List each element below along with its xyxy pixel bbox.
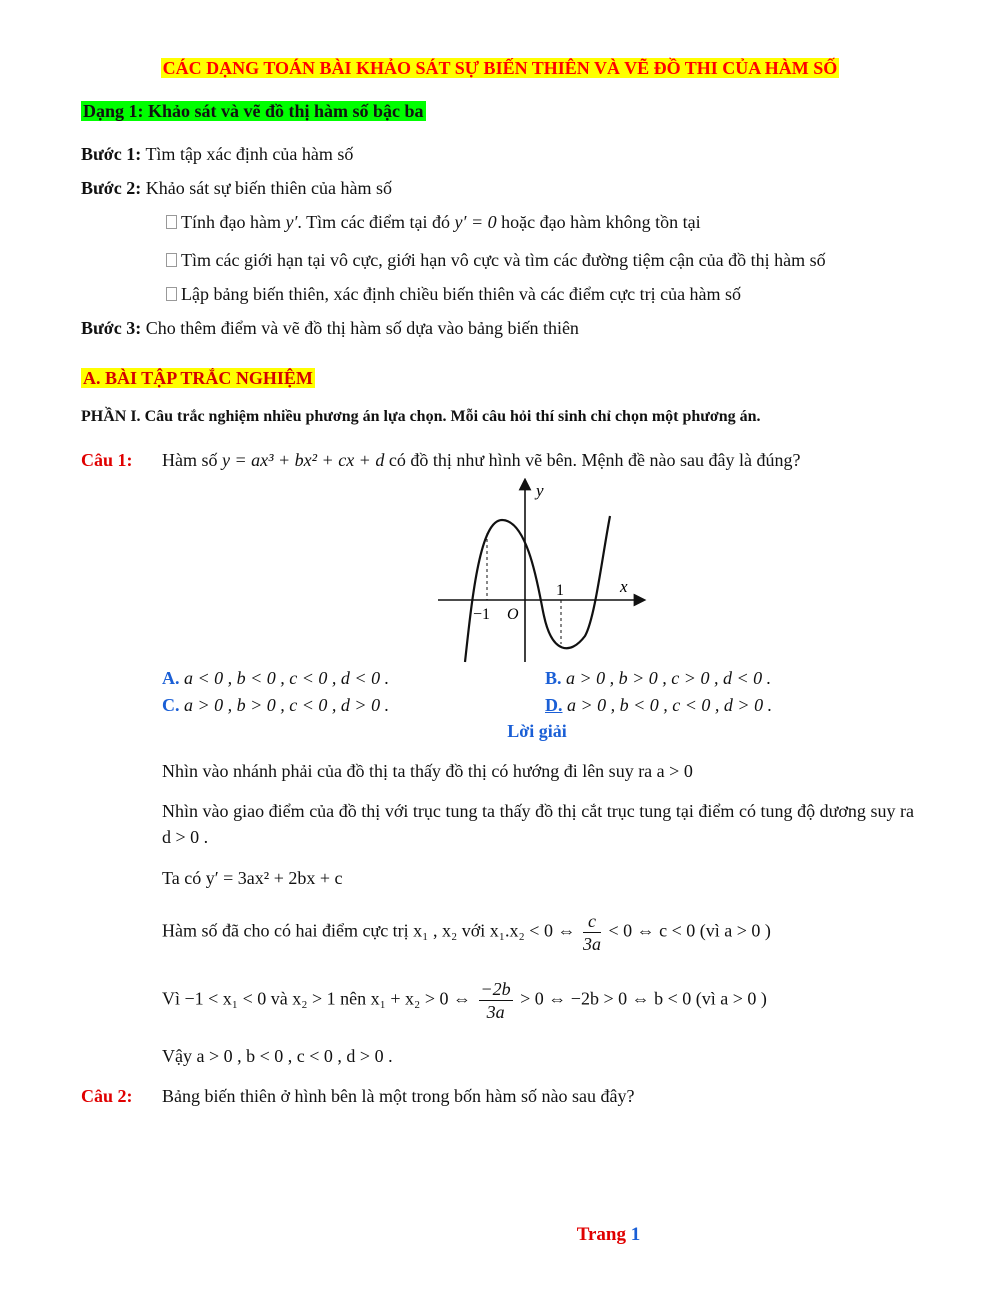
- solution-line-3: Ta có y′ = 3ax² + 2bx + c: [162, 868, 343, 888]
- option-c[interactable]: C. a > 0 , b > 0 , c < 0 , d > 0 .: [162, 695, 390, 715]
- section-a-heading: A. BÀI TẬP TRẮC NGHIỆM: [83, 368, 313, 388]
- tick-label-1: 1: [556, 582, 564, 599]
- bullet-box-icon: [166, 215, 177, 229]
- x-axis-label: x: [620, 577, 628, 596]
- page-footer: Trang 1: [576, 1224, 641, 1245]
- step-3: Bước 3: Cho thêm điểm và vẽ đồ thị hàm số dựa vào bảng biến thiên: [81, 318, 579, 338]
- step-2: Bước 2: Khảo sát sự biến thiên của hàm số: [81, 178, 392, 198]
- solution-line-6: Vậy a > 0 , b < 0 , c < 0 , d > 0 .: [162, 1046, 393, 1066]
- option-d[interactable]: D. a > 0 , b < 0 , c < 0 , d > 0 .: [545, 695, 773, 715]
- part-1-instruction: PHẦN I. Câu trắc nghiệm nhiều phương án lựa chọn. Mỗi câu hỏi thí sinh chỉ chọn một phương án.: [81, 408, 761, 425]
- bullet-1: Tính đạo hàm y′. Tìm các điểm tại đó y′ = 0 hoặc đạo hàm không tồn tại: [166, 212, 701, 233]
- solution-line-5: Vì −1 < x₁ < 0 và x₂ > 1 nên x₁ + x₂ > 0 ⇔ $\frac{-2b}{3a}$ > 0 ⇔ −2b > 0 ⇔ b < 0 (vì a > 0 ): [162, 979, 767, 1022]
- bullet-box-icon: [166, 287, 177, 301]
- tick-label-neg1: −1: [473, 606, 491, 623]
- dang1-heading: Dạng 1: Khảo sát và vẽ đồ thị hàm số bậc ba: [83, 101, 424, 121]
- origin-label: O: [507, 606, 519, 623]
- question-2: Câu 2:: [81, 1086, 133, 1106]
- solution-line-1: Nhìn vào nhánh phải của đồ thị ta thấy đồ thị có hướng đi lên suy ra a > 0: [162, 761, 693, 781]
- question-1: Câu 1:: [81, 450, 133, 470]
- solution-line-2: Nhìn vào giao điểm của đồ thị với trục tung ta thấy đồ thị cắt trục tung tại điểm có tung độ dương suy ra d > 0 .: [162, 801, 914, 847]
- bullet-box-icon: [166, 253, 177, 267]
- fraction-neg2b-over-3a: $\frac{-2b}{3a}$: [480, 979, 511, 1022]
- bullet-3: Lập bảng biến thiên, xác định chiều biến thiên và các điểm cực trị của hàm số: [166, 284, 741, 305]
- question-2-text: Bảng biến thiên ở hình bên là một trong bốn hàm số nào sau đây?: [162, 1086, 635, 1106]
- y-axis-label: y: [536, 481, 544, 500]
- bullet-2: Tìm các giới hạn tại vô cực, giới hạn vô cực và tìm các đường tiệm cận của đồ thị hàm số: [166, 250, 826, 271]
- solution-heading: Lời giải: [507, 721, 567, 741]
- option-a[interactable]: A. a < 0 , b < 0 , c < 0 , d < 0 .: [162, 668, 390, 688]
- solution-line-4: Hàm số đã cho có hai điểm cực trị x₁ , x₂ với x₁.x₂ < 0 ⇔ $\frac{c}{3a}$ < 0 ⇔ c < 0 (vì a > 0 ): [162, 911, 771, 954]
- option-b[interactable]: B. a > 0 , b > 0 , c > 0 , d < 0 .: [545, 668, 772, 688]
- page-title: CÁC DẠNG TOÁN BÀI KHẢO SÁT SỰ BIẾN THIÊN VÀ VẼ ĐỒ THI CỦA HÀM SỐ: [162, 58, 838, 78]
- question-1-text: Hàm số y = ax³ + bx² + cx + d có đồ thị như hình vẽ bên. Mệnh đề nào sau đây là đúng?: [162, 450, 801, 470]
- cubic-graph: [430, 478, 650, 668]
- fraction-c-over-3a: $\frac{c}{3a}$: [582, 911, 601, 954]
- step-1: Bước 1: Tìm tập xác định của hàm số: [81, 144, 354, 164]
